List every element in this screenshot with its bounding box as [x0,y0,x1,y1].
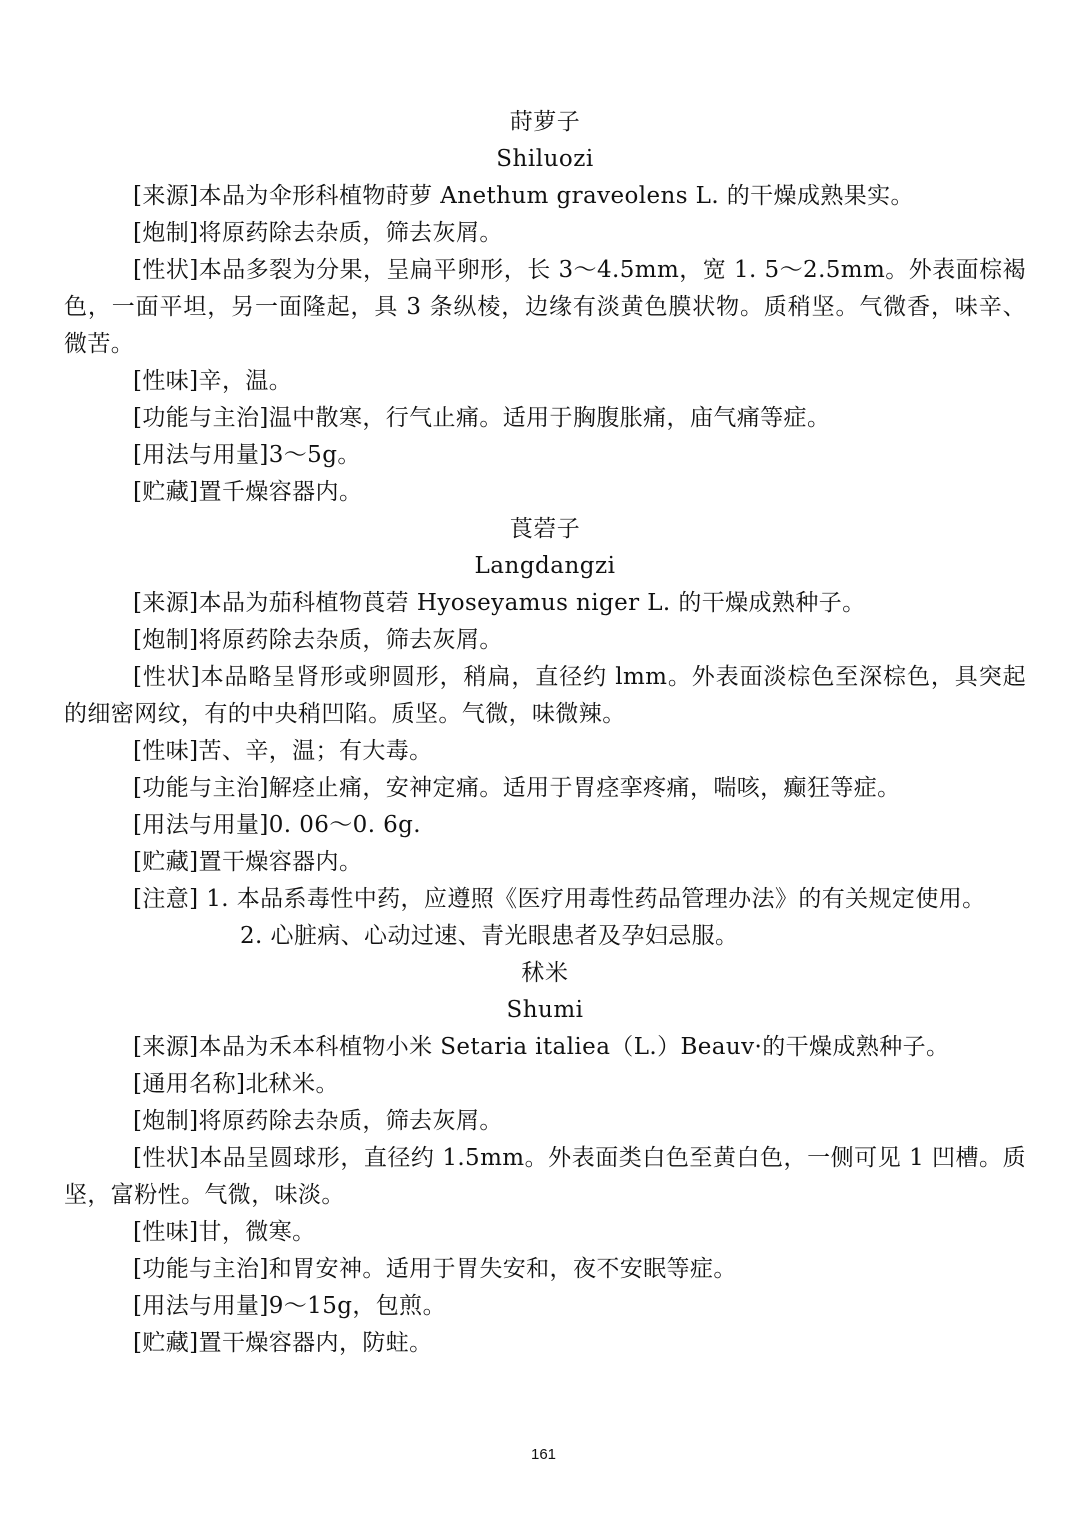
paragraph-common-name: [通用名称]北秫米。 [133,1071,339,1097]
paragraph-storage: [贮藏]置干燥容器内，防蛀。 [133,1330,433,1356]
paragraph-storage: [贮藏]置千燥容器内。 [133,479,363,505]
paragraph-processing: [炮制]将原药除去杂质，筛去灰屑。 [133,220,503,246]
paragraph-function: [功能与主治]和胃安神。适用于胃失安和，夜不安眠等症。 [133,1256,737,1282]
paragraph-function: [功能与主治]温中散寒，行气止痛。适用于胸腹胀痛，庙气痛等症。 [133,405,831,431]
entry-pinyin: Langdangzi [474,553,616,579]
paragraph-source: [来源]本品为茄科植物莨菪 Hyoseyamus niger L. 的干燥成熟种子。 [133,590,866,616]
paragraph-caution: [注意] 1. 本品系毒性中药，应遵照《医疗用毒性药品管理办法》的有关规定使用。 [133,886,986,912]
entry-shiluozi [64,104,1026,511]
paragraph-source: [来源]本品为禾本科植物小米 Setaria italiea（L.）Beauv·的干燥成熟种子。 [133,1034,950,1060]
paragraph-storage: [贮藏]置干燥容器内。 [133,849,363,875]
page-content [64,104,1026,1362]
page-number: 161 [530,1446,557,1463]
paragraph-dosage: [用法与用量]0. 06～0. 6g. [133,812,421,838]
entry-langdangzi [64,511,1026,955]
paragraph-taste: [性味]苦、辛，温；有大毒。 [133,738,433,764]
entry-shumi [64,955,1026,1362]
paragraph-source: [来源]本品为伞形科植物莳萝 Anethum graveolens L. 的干燥成熟果实。 [133,183,914,209]
paragraph-taste: [性味]甘，微寒。 [133,1219,316,1245]
paragraph-processing: [炮制]将原药除去杂质，筛去灰屑。 [133,1108,503,1134]
paragraph-processing: [炮制]将原药除去杂质，筛去灰屑。 [133,627,503,653]
entry-title: 莳萝子 [509,109,581,135]
paragraph-description: [性状]本品略呈肾形或卵圆形，稍扁，直径约 lmm。外表面淡棕色至深棕色，具突起的细密网纹，有的中央稍凹陷。质坚。气微，味微辣。 [64,664,1026,727]
paragraph-caution-item-2: 2. 心脏病、心动过速、青光眼患者及孕妇忌服。 [240,923,739,949]
paragraph-dosage: [用法与用量]9～15g，包煎。 [133,1293,446,1319]
paragraph-taste: [性味]辛，温。 [133,368,293,394]
entry-title: 莨菪子 [509,516,581,542]
entry-title: 秫米 [521,960,569,986]
paragraph-description: [性状]本品呈圆球形，直径约 1.5mm。外表面类白色至黄白色，一侧可见 1 凹槽。质坚，富粉性。气微，味淡。 [64,1145,1026,1208]
entry-pinyin: Shumi [506,997,584,1023]
paragraph-dosage: [用法与用量]3～5g。 [133,442,361,468]
paragraph-description: [性状]本品多裂为分果，呈扁平卵形，长 3～4.5mm，宽 1. 5～2.5mm。外表面棕褐色，一面平坦，另一面隆起，具 3 条纵棱，边缘有淡黄色膜状物。质稍坚。气微香，味辛、微苦。 [64,257,1026,357]
paragraph-function: [功能与主治]解痉止痛，安神定痛。适用于胃痉挛疼痛，喘咳，癫狂等症。 [133,775,901,801]
entry-pinyin: Shiluozi [496,146,594,172]
